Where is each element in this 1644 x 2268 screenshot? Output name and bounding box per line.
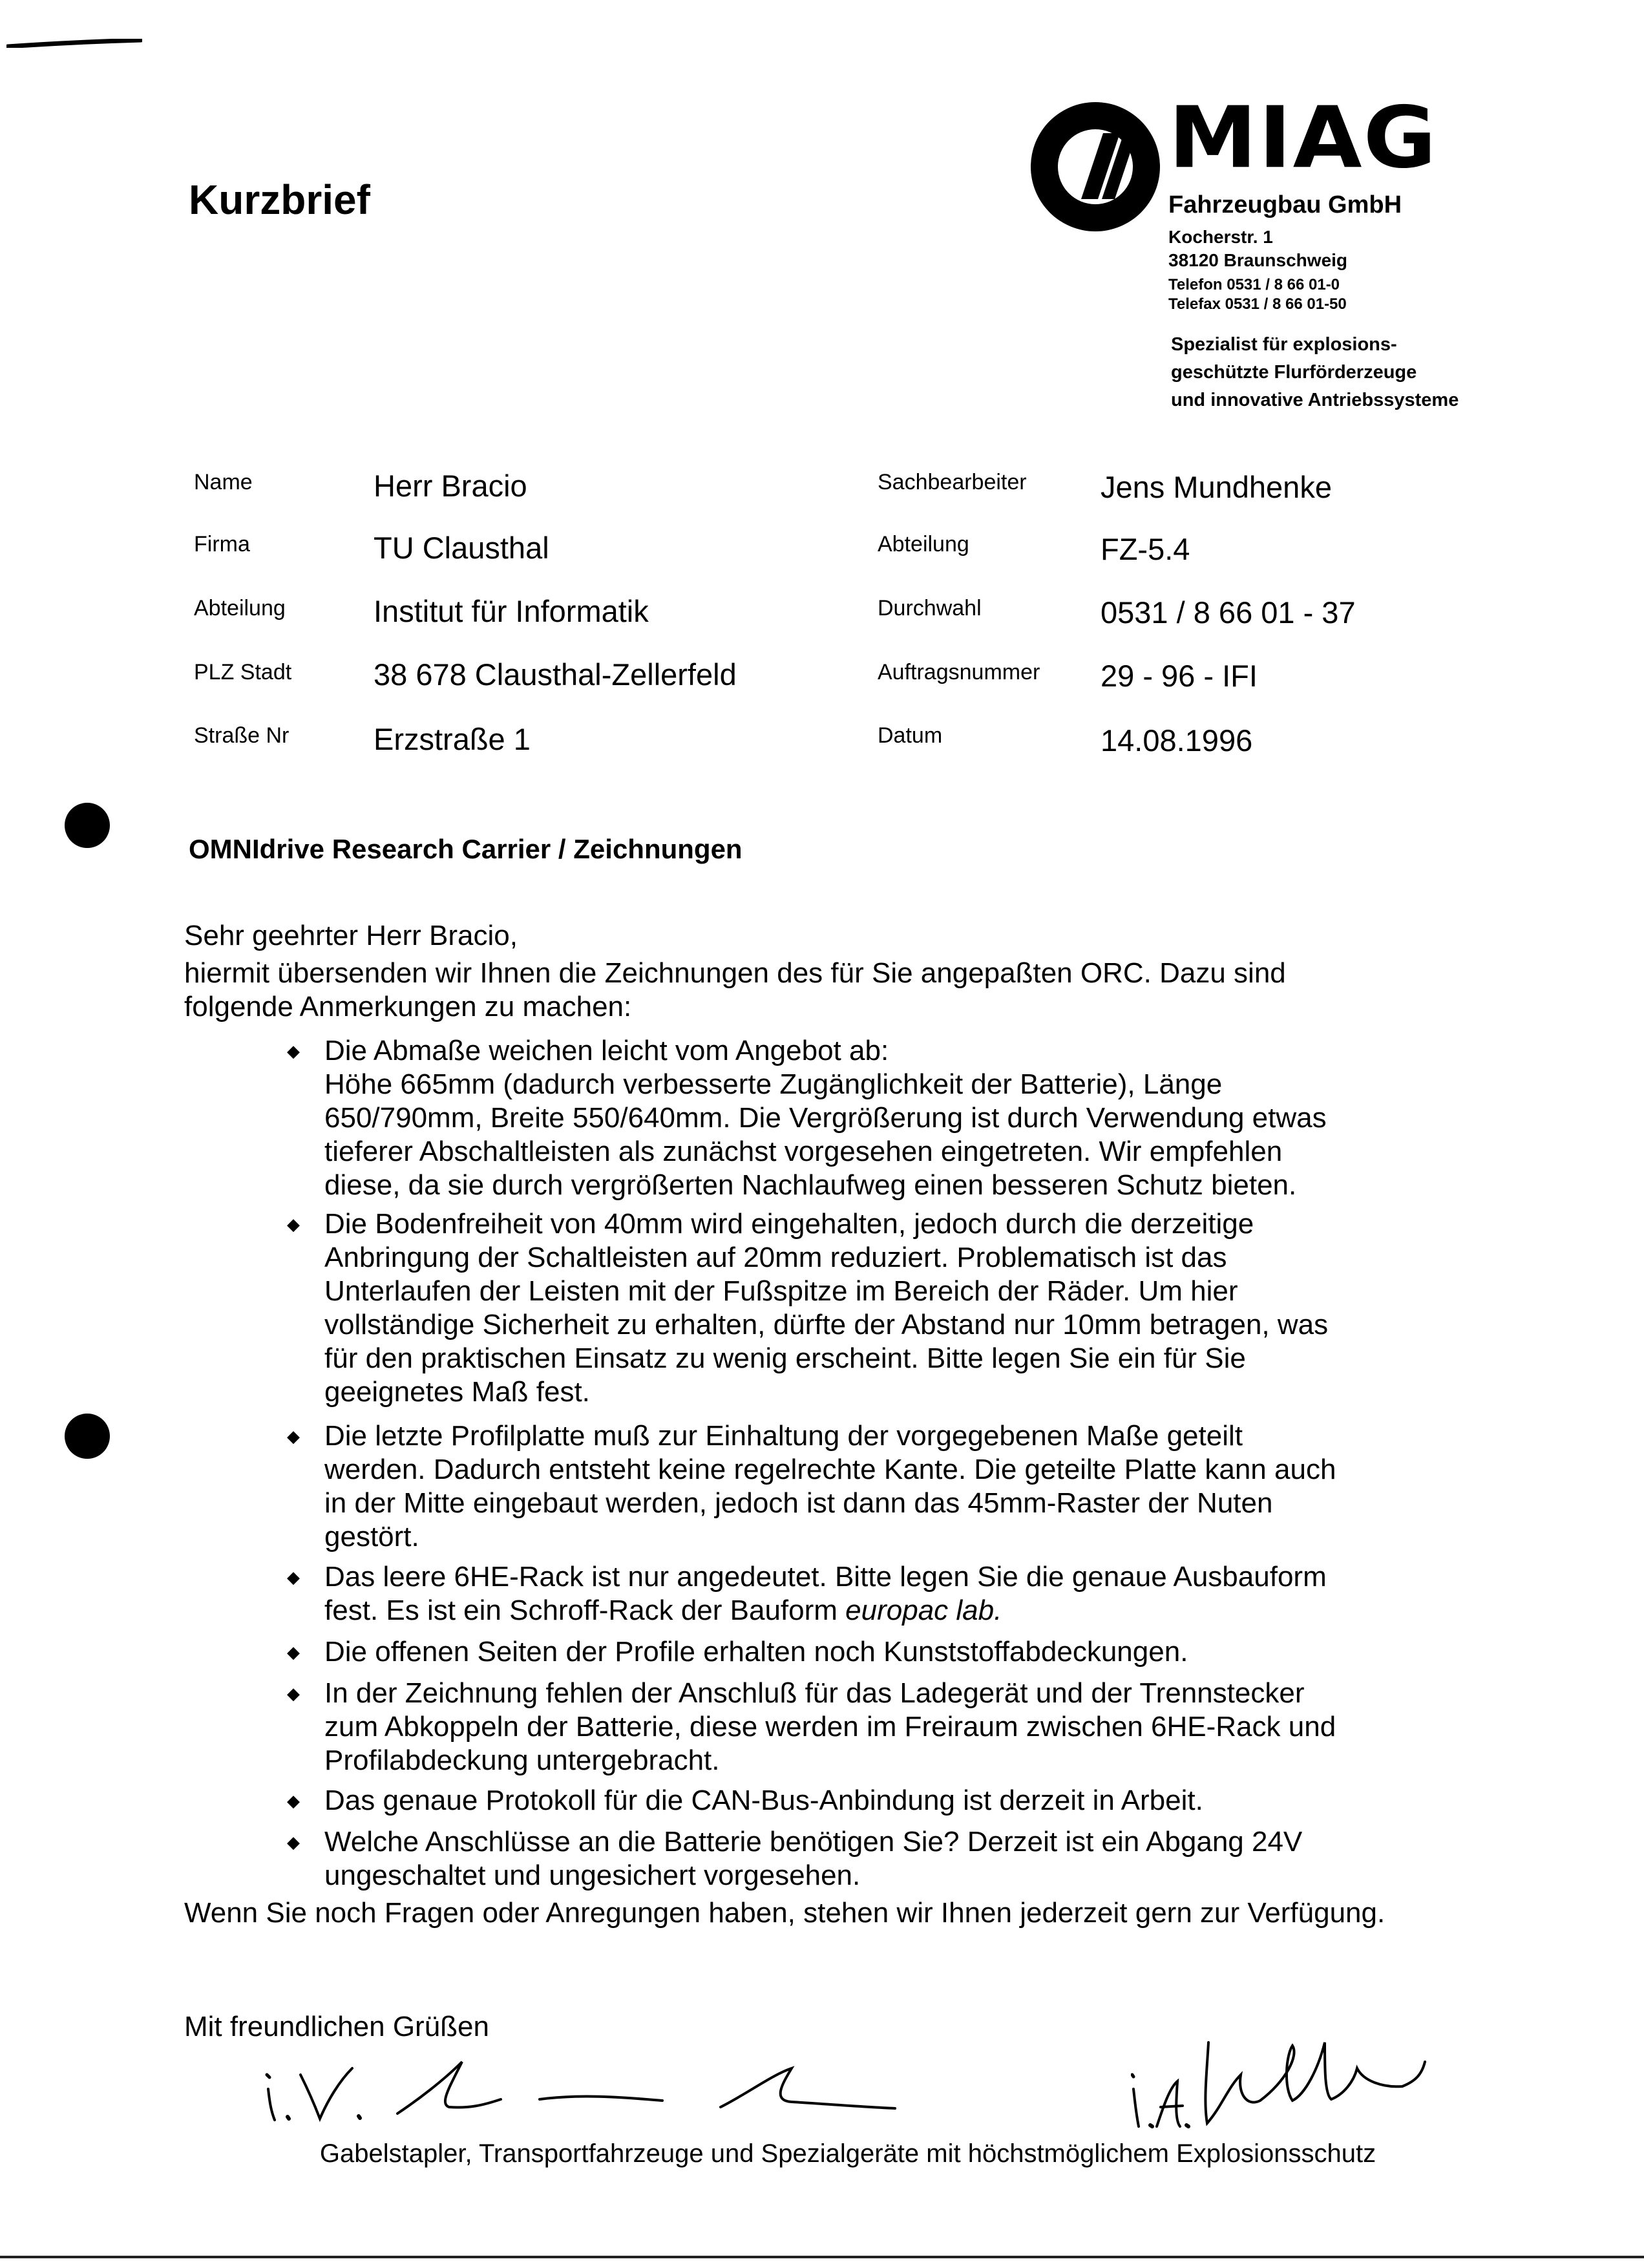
firma-value: TU Clausthal [374,531,549,565]
punch-hole-top [65,803,110,848]
datum-value: 14.08.1996 [1101,723,1253,758]
bullet-icon: ◆ [287,1214,300,1234]
auftragsnummer-label: Auftragsnummer [878,660,1040,684]
name-value: Herr Bracio [374,469,527,503]
list-item: Welche Anschlüsse an die Batterie benötigen Sie? Derzeit ist ein Abgang 24V ungeschaltet und ungesichert vorgesehen. [324,1826,1303,1891]
signature-right [1131,2017,1428,2139]
greeting: Mit freundlichen Grüßen [184,2011,489,2042]
plz-stadt-value: 38 678 Clausthal-Zellerfeld [374,657,737,692]
list-item: Die Abmaße weichen leicht vom Angebot ab: Höhe 665mm (dadurch verbesserte Zugänglichkeit der Batterie), Länge 650/790mm, Breite 550/640mm. Die Vergrößerung ist durch Verwendung etwas tieferer Abschaltleisten als zunächst vorgesehen eingetreten. Wir empfehlen diese, da sie durch vergrößerten Nachlaufweg einen besseren Schutz bieten. [324,1035,1327,1201]
signature-left [255,2030,901,2133]
bullet-icon: ◆ [287,1791,300,1810]
company-phone: Telefon 0531 / 8 66 01-0 [1168,276,1340,293]
intro-paragraph: hiermit übersenden wir Ihnen die Zeichnungen des für Sie angepaßten ORC. Dazu sind folgende Anmerkungen zu machen: [184,957,1286,1023]
bullet-icon: ◆ [287,1684,300,1703]
pen-stroke-mark [6,39,142,48]
name-label: Name [194,470,253,494]
list-item: Das genaue Protokoll für die CAN-Bus-Anbindung ist derzeit in Arbeit. [324,1785,1203,1816]
durchwahl-value: 0531 / 8 66 01 - 37 [1101,595,1356,630]
company-fax: Telefax 0531 / 8 66 01-50 [1168,295,1347,313]
list-item: Die letzte Profilplatte muß zur Einhaltung der vorgegebenen Maße geteilt werden. Dadurch entsteht keine regelrechte Kante. Die geteilte Platte kann auch in der Mitte eingebaut werden, jedoch ist dann das 45mm-Raster der Nuten gestört. [324,1420,1336,1553]
punch-hole-bottom [65,1414,110,1459]
slogan-line: und innovative Antriebssysteme [1171,390,1459,410]
miag-logo-icon [1031,102,1160,231]
durchwahl-label: Durchwahl [878,596,982,620]
company-city: 38120 Braunschweig [1168,250,1348,270]
rack-form-name: europac lab. [845,1595,1002,1626]
list-item: Das leere 6HE-Rack ist nur angedeutet. Bitte legen Sie die genaue Ausbauform fest. Es ist ein Schroff-Rack der Bauform europac lab. [324,1561,1327,1626]
company-name: Fahrzeugbau GmbH [1168,191,1402,218]
bottom-edge-line [0,2256,1644,2258]
slogan-line: Spezialist für explosions- [1171,334,1397,355]
bullet-icon: ◆ [287,1832,300,1852]
bullet-icon: ◆ [287,1642,300,1662]
sachbearbeiter-label: Sachbearbeiter [878,470,1027,494]
strasse-label: Straße Nr [194,723,290,748]
sender-abteilung-label: Abteilung [878,532,969,556]
abteilung-value: Institut für Informatik [374,594,649,628]
plz-stadt-label: PLZ Stadt [194,660,292,684]
list-item: In der Zeichnung fehlen der Anschluß für das Ladegerät und der Trennstecker zum Abkoppeln der Batterie, diese werden im Freiraum zwischen 6HE-Rack und Profilabdeckung untergebracht. [324,1677,1336,1776]
firma-label: Firma [194,532,250,556]
bullet-icon: ◆ [287,1426,300,1446]
company-street: Kocherstr. 1 [1168,227,1273,247]
datum-label: Datum [878,723,943,748]
auftragsnummer-value: 29 - 96 - IFI [1101,659,1258,693]
sender-abteilung-value: FZ-5.4 [1101,532,1190,566]
document-title: Kurzbrief [189,176,370,223]
closing-paragraph: Wenn Sie noch Fragen oder Anregungen haben, stehen wir Ihnen jederzeit gern zur Verfügung. [184,1897,1386,1929]
bullet-icon: ◆ [287,1567,300,1587]
abteilung-label: Abteilung [194,596,286,620]
company-slogan [1171,331,1459,414]
company-logo-text: MIAG [1168,88,1438,187]
letter-subject: OMNIdrive Research Carrier / Zeichnungen [189,834,743,864]
footer-tagline: Gabelstapler, Transportfahrzeuge und Spezialgeräte mit höchstmöglichem Explosionsschutz [319,2139,1376,2168]
salutation: Sehr geehrter Herr Bracio, [184,920,518,951]
list-item: Die Bodenfreiheit von 40mm wird eingehalten, jedoch durch die derzeitige Anbringung der Schaltleisten auf 20mm reduziert. Problematisch ist das Unterlaufen der Leisten mit der Fußspitze im Bereich der Räder. Um hier vollständige Sicherheit zu erhalten, dürfte der Abstand nur 10mm betragen, was für den praktischen Einsatz zu wenig erscheint. Bitte legen Sie ein für Sie geeignetes Maß fest. [324,1208,1329,1408]
slogan-line: geschützte Flurförderzeuge [1171,362,1417,383]
strasse-value: Erzstraße 1 [374,722,531,756]
bullet-icon: ◆ [287,1041,300,1061]
list-item: Die offenen Seiten der Profile erhalten noch Kunststoffabdeckungen. [324,1636,1188,1668]
sachbearbeiter-value: Jens Mundhenke [1101,470,1332,504]
